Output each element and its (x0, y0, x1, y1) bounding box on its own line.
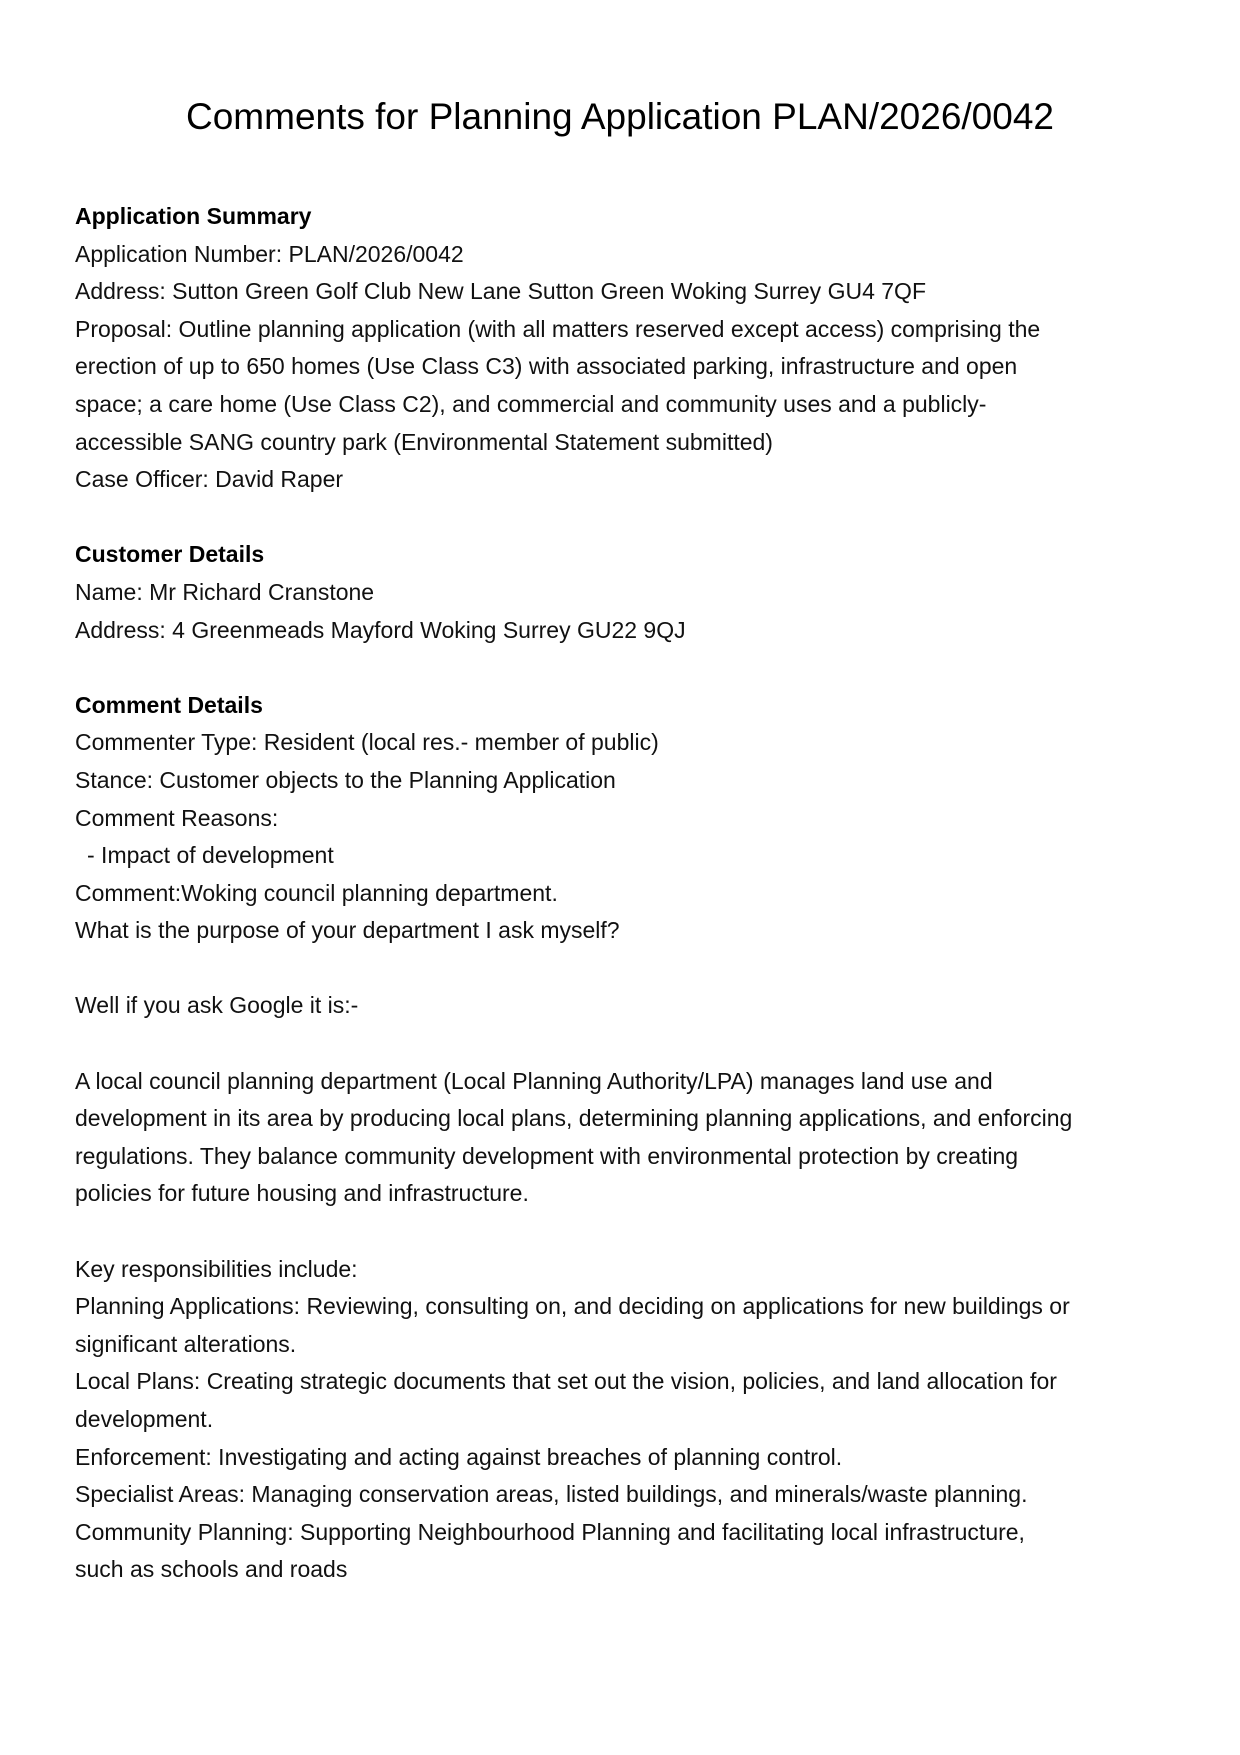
definition-line: A local council planning department (Local Planning Authority/LPA) manages land use and (75, 1067, 993, 1094)
definition-line: policies for future housing and infrastructure. (75, 1180, 529, 1207)
definition-line: regulations. They balance community development with environmental protection by creating (75, 1142, 1019, 1169)
paragraph-spacer (75, 1213, 1175, 1251)
case-officer: Case Officer: David Raper (75, 466, 344, 493)
customer-details-section (75, 536, 1175, 649)
comment-text-line: Comment:Woking council planning department. (75, 879, 558, 906)
comment-details-heading: Comment Details (75, 691, 263, 718)
commenter-type: Commenter Type: Resident (local res.- member of public) (75, 729, 659, 756)
definition-line: development in its area by producing local plans, determining planning applications, and enforcing (75, 1105, 1073, 1132)
application-number: Application Number: PLAN/2026/0042 (75, 240, 464, 267)
page-title: Comments for Planning Application PLAN/2026/0042 (186, 96, 1054, 137)
responsibility-line: Community Planning: Supporting Neighbourhood Planning and facilitating local infrastructure, (75, 1518, 1025, 1545)
paragraph-spacer (75, 950, 1175, 988)
comment-text-line: What is the purpose of your department I ask myself? (75, 917, 620, 944)
section-spacer (75, 649, 1175, 687)
proposal-line: erection of up to 650 homes (Use Class C3) with associated parking, infrastructure and open (75, 353, 1018, 380)
responsibility-line: Key responsibilities include: (75, 1255, 358, 1282)
customer-details-heading: Customer Details (75, 541, 265, 568)
proposal-line: space; a care home (Use Class C2), and commercial and community uses and a publicly- (75, 390, 987, 417)
customer-address: Address: 4 Greenmeads Mayford Woking Surrey GU22 9QJ (75, 616, 686, 643)
responsibility-line: Enforcement: Investigating and acting against breaches of planning control. (75, 1443, 843, 1470)
responsibility-line: Local Plans: Creating strategic documents that set out the vision, policies, and land allocation for (75, 1368, 1057, 1395)
section-spacer (75, 499, 1175, 537)
responsibility-line: Planning Applications: Reviewing, consulting on, and deciding on applications for new buildings or (75, 1293, 1070, 1320)
paragraph-spacer (75, 1025, 1175, 1063)
application-summary-heading: Application Summary (75, 203, 312, 229)
application-summary-section (75, 198, 1175, 499)
comment-reason-item: - Impact of development (87, 842, 334, 869)
stance: Stance: Customer objects to the Planning Application (75, 766, 616, 793)
document-body (75, 198, 1175, 1589)
proposal-line: Proposal: Outline planning application (with all matters reserved except access) comprising the (75, 315, 1041, 342)
comment-reasons-label: Comment Reasons: (75, 804, 279, 831)
responsibility-line: Specialist Areas: Managing conservation areas, listed buildings, and minerals/waste planning. (75, 1481, 1028, 1508)
application-address: Address: Sutton Green Golf Club New Lane Sutton Green Woking Surrey GU4 7QF (75, 278, 926, 305)
responsibility-line: significant alterations. (75, 1330, 297, 1357)
proposal-line: accessible SANG country park (Environmental Statement submitted) (75, 428, 773, 455)
comment-google-line: Well if you ask Google it is:- (75, 992, 359, 1019)
responsibility-line: development. (75, 1406, 214, 1432)
responsibility-line: such as schools and roads (75, 1556, 348, 1583)
comment-details-section (75, 687, 1175, 1589)
customer-name: Name: Mr Richard Cranstone (75, 578, 375, 605)
